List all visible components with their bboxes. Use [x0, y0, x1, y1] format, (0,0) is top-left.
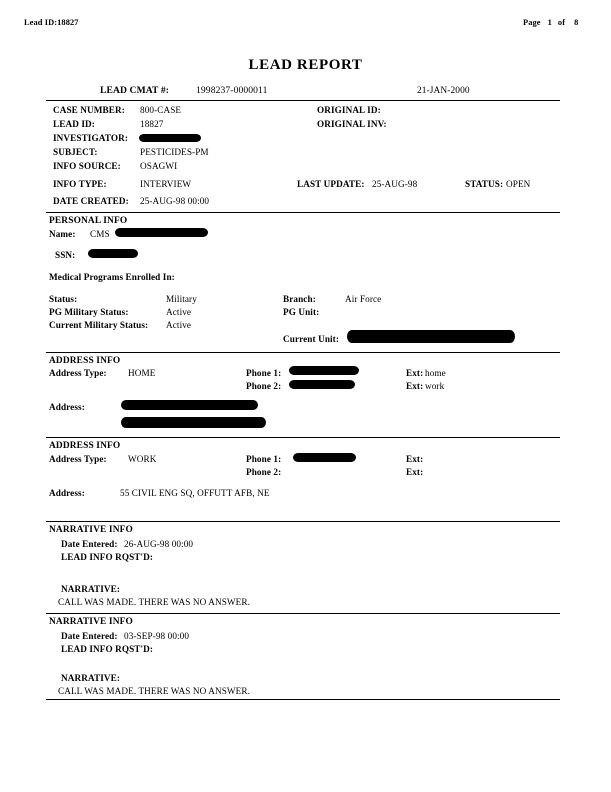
- phone2-1-redaction-bar: [289, 380, 355, 389]
- branch-label: Branch:: [283, 294, 316, 304]
- investigator-label: INVESTIGATOR:: [53, 133, 128, 143]
- address-1-line1-redaction-bar: [121, 400, 258, 410]
- phone2-1-label: Phone 2:: [246, 381, 282, 391]
- narrative-1-label: NARRATIVE:: [61, 584, 121, 594]
- info-source-value: OSAGWI: [140, 161, 178, 171]
- divider-address-info-1-top: [46, 352, 560, 353]
- page-total: 8: [574, 18, 579, 27]
- status-label: STATUS:: [465, 179, 504, 189]
- name-redaction-bar: [115, 228, 208, 237]
- page-header-lead-id-value: 18827: [57, 18, 79, 27]
- medical-programs-label: Medical Programs Enrolled In:: [49, 272, 175, 282]
- narrative-info-2-heading: NARRATIVE INFO: [49, 617, 133, 627]
- address-info-1-heading: ADDRESS INFO: [49, 356, 121, 366]
- narrative-2-text: CALL WAS MADE. THERE WAS NO ANSWER.: [58, 686, 251, 696]
- name-value: CMS: [90, 229, 110, 239]
- date-entered-2-label: Date Entered:: [61, 631, 118, 641]
- last-update-value: 25-AUG-98: [372, 179, 418, 189]
- lead-id-label: LEAD ID:: [53, 119, 95, 129]
- lead-cmat-label: LEAD CMAT #:: [100, 85, 170, 96]
- lead-id-value: 18827: [140, 119, 164, 129]
- divider-address-info-2-top: [46, 437, 560, 438]
- investigator-redaction-bar: [139, 134, 201, 142]
- ext1-2-label: Ext:: [406, 454, 424, 464]
- lead-info-rqstd-2-label: LEAD INFO RQST'D:: [61, 644, 154, 654]
- page-header-lead-id-label: Lead ID:: [24, 18, 58, 27]
- status-field-label: Status:: [49, 294, 78, 304]
- original-inv-label: ORIGINAL INV:: [317, 119, 387, 129]
- ext1-1-label: Ext:: [406, 368, 424, 378]
- phone1-2-redaction-bar: [293, 453, 356, 462]
- address-1-label: Address:: [49, 402, 85, 412]
- address-type-2-value: WORK: [128, 454, 157, 464]
- current-unit-label: Current Unit:: [283, 334, 339, 344]
- ssn-redaction-bar: [88, 249, 138, 258]
- branch-value: Air Force: [345, 294, 382, 304]
- divider-narrative-1-top: [46, 521, 560, 522]
- page-word: Page: [523, 18, 541, 27]
- phone1-1-redaction-bar: [289, 366, 359, 375]
- narrative-2-label: NARRATIVE:: [61, 673, 121, 683]
- ext1-1-value: home: [425, 368, 446, 378]
- page-current: 1: [547, 18, 552, 27]
- date-created-label: DATE CREATED:: [53, 196, 129, 206]
- case-number-value: 800-CASE: [140, 105, 182, 115]
- current-military-status-value: Active: [166, 320, 192, 330]
- date-entered-1-value: 26-AUG-98 00:00: [124, 539, 194, 549]
- address-type-1-value: HOME: [128, 368, 156, 378]
- divider-narrative-2-top: [46, 613, 560, 614]
- current-military-status-label: Current Military Status:: [49, 320, 149, 330]
- info-source-label: INFO SOURCE:: [53, 161, 121, 171]
- pg-military-status-value: Active: [166, 307, 192, 317]
- date-created-value: 25-AUG-98 00:00: [140, 196, 210, 206]
- status-field-value: Military: [166, 294, 197, 304]
- info-type-value: INTERVIEW: [140, 179, 192, 189]
- address-info-2-heading: ADDRESS INFO: [49, 441, 121, 451]
- narrative-info-1-heading: NARRATIVE INFO: [49, 525, 133, 535]
- document-title: LEAD REPORT: [248, 57, 363, 73]
- phone1-1-label: Phone 1:: [246, 368, 282, 378]
- page-of-word: of: [557, 18, 566, 27]
- phone2-2-label: Phone 2:: [246, 467, 282, 477]
- name-label: Name:: [49, 229, 76, 239]
- divider-document-bottom: [46, 699, 560, 700]
- address-2-label: Address:: [49, 488, 85, 498]
- divider-case-info-top: [46, 100, 560, 101]
- status-value: OPEN: [506, 179, 531, 189]
- address-type-2-label: Address Type:: [49, 454, 107, 464]
- address-1-line2-redaction-bar: [121, 417, 266, 428]
- lead-info-rqstd-1-label: LEAD INFO RQST'D:: [61, 552, 154, 562]
- original-id-label: ORIGINAL ID:: [317, 105, 381, 115]
- report-date: 21-JAN-2000: [417, 86, 470, 96]
- current-unit-redaction-bar: [347, 330, 515, 343]
- date-entered-1-label: Date Entered:: [61, 539, 118, 549]
- phone1-2-label: Phone 1:: [246, 454, 282, 464]
- date-entered-2-value: 03-SEP-98 00:00: [124, 631, 190, 641]
- divider-personal-info-top: [46, 212, 560, 213]
- last-update-label: LAST UPDATE:: [297, 179, 365, 189]
- ext2-1-label: Ext:: [406, 381, 424, 391]
- address-type-1-label: Address Type:: [49, 368, 107, 378]
- pg-military-status-label: PG Military Status:: [49, 307, 129, 317]
- page-number-indicator: [523, 17, 578, 28]
- personal-info-heading: PERSONAL INFO: [49, 216, 128, 226]
- pg-unit-label: PG Unit:: [283, 307, 320, 317]
- subject-label: SUBJECT:: [53, 147, 98, 157]
- address-2-line1: 55 CIVIL ENG SQ, OFFUTT AFB, NE: [120, 488, 270, 498]
- info-type-label: INFO TYPE:: [53, 179, 107, 189]
- case-number-label: CASE NUMBER:: [53, 105, 125, 115]
- lead-cmat-value: 1998237-0000011: [196, 85, 268, 96]
- ext2-1-value: work: [425, 381, 445, 391]
- ssn-label: SSN:: [55, 250, 76, 260]
- ext2-2-label: Ext:: [406, 467, 424, 477]
- narrative-1-text: CALL WAS MADE. THERE WAS NO ANSWER.: [58, 597, 251, 607]
- page-header-lead-id: [24, 17, 79, 28]
- subject-value: PESTICIDES-PM: [140, 147, 209, 157]
